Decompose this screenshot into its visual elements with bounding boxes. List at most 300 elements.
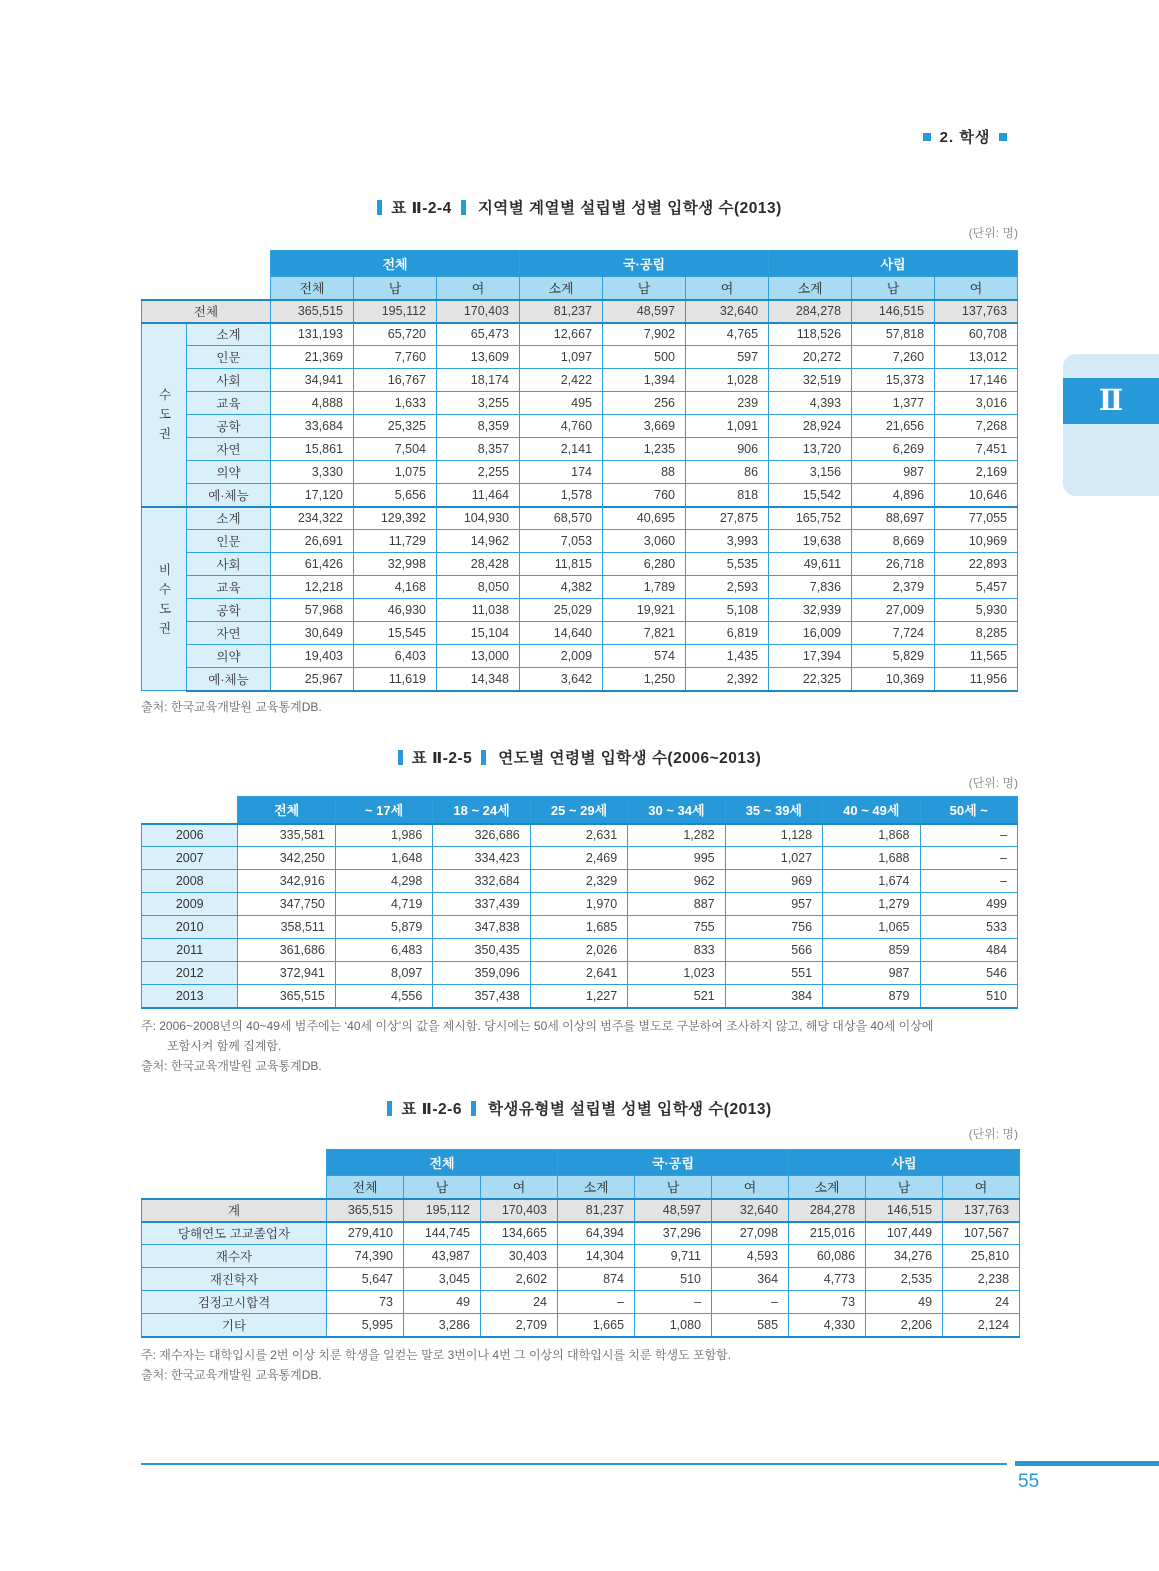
table-cell: 13,609 [437, 346, 520, 369]
table1-title-text: 지역별 계열별 설립별 성별 입학생 수(2013) [477, 200, 782, 217]
table-cell: 8,097 [335, 962, 432, 985]
table-cell: 2,469 [530, 847, 627, 870]
table-row [142, 985, 1018, 1008]
table-cell: 65,473 [437, 323, 520, 346]
row-label: 소계 [187, 507, 271, 530]
table-cell: 9,711 [635, 1245, 712, 1268]
table-cell: 3,286 [404, 1314, 481, 1337]
table-cell: 8,357 [437, 438, 520, 461]
row-label: 인문 [187, 346, 271, 369]
table-row [142, 323, 1018, 346]
table-cell: 1,227 [530, 985, 627, 1008]
table-cell: 12,218 [271, 576, 354, 599]
table-cell: 1,091 [686, 415, 769, 438]
table-cell: 195,112 [354, 300, 437, 323]
table-cell: 14,348 [437, 668, 520, 691]
table-row [142, 847, 1018, 870]
table-cell: 19,638 [769, 530, 852, 553]
table-cell: 1,868 [823, 824, 920, 847]
table-cell: 3,255 [437, 392, 520, 415]
table-cell: 1,250 [603, 668, 686, 691]
sub-header-row [142, 277, 1018, 300]
table-cell: 2,026 [530, 939, 627, 962]
row-label: 사회 [187, 369, 271, 392]
table-cell: 574 [603, 645, 686, 668]
table-cell: 510 [920, 985, 1018, 1008]
table-cell: 144,745 [404, 1222, 481, 1245]
table2-source: 출처: 한국교육개발원 교육통계DB. [141, 1058, 322, 1073]
table-cell: 15,104 [437, 622, 520, 645]
table-cell: 4,719 [335, 893, 432, 916]
table-cell: 7,760 [354, 346, 437, 369]
table-cell: 1,027 [725, 847, 822, 870]
table-cell: 7,821 [603, 622, 686, 645]
table-cell: 30,649 [271, 622, 354, 645]
row-label: 자연 [187, 438, 271, 461]
table-cell: – [920, 824, 1018, 847]
table-cell: 3,016 [935, 392, 1018, 415]
table-cell: 566 [725, 939, 822, 962]
table-cell: 4,593 [712, 1245, 789, 1268]
footer-accent-bar [1015, 1461, 1159, 1466]
table-cell: 28,428 [437, 553, 520, 576]
table-cell: 1,128 [725, 824, 822, 847]
table-cell: 357,438 [433, 985, 530, 1008]
table-cell: 165,752 [769, 507, 852, 530]
column-header: 여 [712, 1176, 789, 1199]
running-head [915, 126, 1015, 147]
column-header: 18 ~ 24세 [433, 797, 530, 824]
table-cell: 1,394 [603, 369, 686, 392]
table-cell: 347,838 [433, 916, 530, 939]
table-cell: 5,656 [354, 484, 437, 507]
table-cell: 81,237 [520, 300, 603, 323]
table-cell: 73 [789, 1291, 866, 1314]
table-cell: 4,773 [789, 1268, 866, 1291]
table-cell: 365,515 [271, 300, 354, 323]
table-cell: 26,691 [271, 530, 354, 553]
table-cell: 500 [603, 346, 686, 369]
total-row [142, 1199, 1020, 1222]
table-row [142, 962, 1018, 985]
table-cell: 32,519 [769, 369, 852, 392]
table-cell: 57,818 [852, 323, 935, 346]
table-cell: 2,124 [943, 1314, 1020, 1337]
total-row [142, 300, 1018, 323]
column-header: 남 [866, 1176, 943, 1199]
row-label: 사회 [187, 553, 271, 576]
table-cell: 585 [712, 1314, 789, 1337]
table-row [142, 1314, 1020, 1337]
region-group-label: 수도권 [142, 323, 187, 507]
table-cell: 30,403 [481, 1245, 558, 1268]
table-cell: 1,023 [628, 962, 725, 985]
table-cell: 239 [686, 392, 769, 415]
header-square-icon [999, 133, 1007, 141]
table2-unit-label: (단위: 명) [968, 776, 1018, 790]
table-row [142, 392, 1018, 415]
page-number: 55 [1018, 1471, 1040, 1492]
column-header: 25 ~ 29세 [530, 797, 627, 824]
table-cell: 104,930 [437, 507, 520, 530]
table3-title-label: 표 Ⅱ-2-6 [401, 1101, 462, 1118]
table-cell: 358,511 [238, 916, 335, 939]
table-cell: 25,967 [271, 668, 354, 691]
table-cell: 365,515 [238, 985, 335, 1008]
table-row [142, 622, 1018, 645]
table-cell: 987 [852, 461, 935, 484]
group-header-row [142, 251, 1018, 277]
table-cell: 3,669 [603, 415, 686, 438]
table-cell: 2,329 [530, 870, 627, 893]
note-line: 주: 재수자는 대학입시를 2번 이상 치룬 학생을 일컫는 말로 3번이나 4번 그 이상의 대학입시를 치룬 학생도 포함함. [141, 1347, 732, 1362]
table-cell: 2,379 [852, 576, 935, 599]
table-cell: 5,995 [327, 1314, 404, 1337]
table-cell: 347,750 [238, 893, 335, 916]
table-cell: 86 [686, 461, 769, 484]
table-cell: 533 [920, 916, 1018, 939]
table-cell: 234,322 [271, 507, 354, 530]
table-cell: 11,815 [520, 553, 603, 576]
table-cell: – [558, 1291, 635, 1314]
table-cell: 170,403 [437, 300, 520, 323]
table-cell: 11,464 [437, 484, 520, 507]
table-cell: 2,255 [437, 461, 520, 484]
column-header: 전체 [238, 797, 335, 824]
table-row [142, 668, 1018, 691]
table-cell: 879 [823, 985, 920, 1008]
table-cell: 7,451 [935, 438, 1018, 461]
row-label: 교육 [187, 392, 271, 415]
table-cell: 2,535 [866, 1268, 943, 1291]
table-cell: 2,709 [481, 1314, 558, 1337]
table-row [142, 893, 1018, 916]
table-row [142, 870, 1018, 893]
column-header: 30 ~ 34세 [628, 797, 725, 824]
table-cell: 334,423 [433, 847, 530, 870]
table-cell: 27,098 [712, 1222, 789, 1245]
table-cell: 73 [327, 1291, 404, 1314]
table-cell: 1,688 [823, 847, 920, 870]
table1-section [141, 199, 1018, 717]
table-row [142, 916, 1018, 939]
table1-source: 출처: 한국교육개발원 교육통계DB. [141, 699, 322, 714]
year-label: 2006 [142, 824, 238, 847]
table-cell: 755 [628, 916, 725, 939]
row-label: 재수자 [142, 1245, 327, 1268]
table-cell: 37,296 [635, 1222, 712, 1245]
column-header: 소계 [769, 277, 852, 300]
table-cell: 49,611 [769, 553, 852, 576]
table-cell: 3,642 [520, 668, 603, 691]
table-cell: 11,729 [354, 530, 437, 553]
row-label: 재진학자 [142, 1268, 327, 1291]
table2-notes [141, 1016, 1018, 1076]
table-cell: 68,570 [520, 507, 603, 530]
table-cell: 64,394 [558, 1222, 635, 1245]
table-cell: 5,535 [686, 553, 769, 576]
table-cell: – [635, 1291, 712, 1314]
table-cell: 6,403 [354, 645, 437, 668]
table-cell: 3,330 [271, 461, 354, 484]
column-group-header: 전체 [271, 251, 520, 277]
table-cell: 499 [920, 893, 1018, 916]
table-cell: 13,720 [769, 438, 852, 461]
table-cell: 4,760 [520, 415, 603, 438]
column-group-header: 국·공립 [520, 251, 769, 277]
column-header: 소계 [558, 1176, 635, 1199]
table-cell: 14,962 [437, 530, 520, 553]
table-row [142, 939, 1018, 962]
table-cell: 364 [712, 1268, 789, 1291]
table-cell: 8,359 [437, 415, 520, 438]
title-marker-icon [461, 200, 466, 215]
table-cell: – [920, 870, 1018, 893]
group-header-row [142, 1150, 1020, 1176]
column-header: 여 [481, 1176, 558, 1199]
table-cell: 372,941 [238, 962, 335, 985]
table-cell: 25,029 [520, 599, 603, 622]
table-cell: 6,483 [335, 939, 432, 962]
row-label: 공학 [187, 599, 271, 622]
row-label: 자연 [187, 622, 271, 645]
footer-rule [141, 1463, 1007, 1465]
table3-title [141, 1100, 1018, 1120]
table-cell: 19,921 [603, 599, 686, 622]
title-marker-icon [481, 750, 486, 765]
table-cell: 16,009 [769, 622, 852, 645]
table-cell: 17,146 [935, 369, 1018, 392]
table-cell: 170,403 [481, 1199, 558, 1222]
year-label: 2011 [142, 939, 238, 962]
table-cell: 887 [628, 893, 725, 916]
table-cell: 2,238 [943, 1268, 1020, 1291]
table-cell: 1,377 [852, 392, 935, 415]
row-label: 예·체능 [187, 484, 271, 507]
table1-unit-label: (단위: 명) [968, 226, 1018, 240]
table-cell: 18,174 [437, 369, 520, 392]
table-cell: 906 [686, 438, 769, 461]
table-cell: 32,640 [686, 300, 769, 323]
table-cell: 7,724 [852, 622, 935, 645]
title-marker-icon [377, 200, 382, 215]
table-cell: 510 [635, 1268, 712, 1291]
table-cell: 46,930 [354, 599, 437, 622]
table-cell: 11,619 [354, 668, 437, 691]
table-cell: 20,272 [769, 346, 852, 369]
table-cell: 3,156 [769, 461, 852, 484]
table-cell: 7,053 [520, 530, 603, 553]
table-cell: 12,667 [520, 323, 603, 346]
table-cell: 32,939 [769, 599, 852, 622]
table2-section [141, 749, 1018, 1076]
table-cell: 4,896 [852, 484, 935, 507]
table-row [142, 507, 1018, 530]
note-line: 주: 2006~2008년의 40~49세 범주에는 ‘40세 이상’의 값을 제시함. 당시에는 50세 이상의 범주를 별도로 구분하여 조사하지 않고, 해당 대상을 40세 이상에 [141, 1018, 934, 1033]
table-cell: 962 [628, 870, 725, 893]
table-cell: – [920, 847, 1018, 870]
table-cell: 2,641 [530, 962, 627, 985]
table-cell: 2,602 [481, 1268, 558, 1291]
table-cell: 1,282 [628, 824, 725, 847]
table-student-type-enrollment [141, 1149, 1020, 1338]
table-cell: 5,829 [852, 645, 935, 668]
table-cell: 118,526 [769, 323, 852, 346]
table-cell: 5,647 [327, 1268, 404, 1291]
table-cell: 5,930 [935, 599, 1018, 622]
table-cell: 21,656 [852, 415, 935, 438]
table-cell: 551 [725, 962, 822, 985]
corner-blank-cell [142, 277, 271, 300]
column-group-header: 국·공립 [558, 1150, 789, 1176]
table-cell: 25,325 [354, 415, 437, 438]
table-cell: 215,016 [789, 1222, 866, 1245]
column-header: 여 [686, 277, 769, 300]
table-cell: 335,581 [238, 824, 335, 847]
table-row [142, 1245, 1020, 1268]
table-cell: 65,720 [354, 323, 437, 346]
table-cell: 21,369 [271, 346, 354, 369]
row-label: 계 [142, 1199, 327, 1222]
table-cell: 3,060 [603, 530, 686, 553]
table-row [142, 415, 1018, 438]
corner-blank-cell [142, 1150, 327, 1176]
table3-notes [141, 1345, 1018, 1385]
table-cell: 57,968 [271, 599, 354, 622]
table-cell: 1,665 [558, 1314, 635, 1337]
table-cell: 34,276 [866, 1245, 943, 1268]
table-cell: 384 [725, 985, 822, 1008]
row-label: 당해연도 고교졸업자 [142, 1222, 327, 1245]
table-cell: 4,298 [335, 870, 432, 893]
table-row [142, 484, 1018, 507]
section-header-text: 2. 학생 [939, 129, 991, 146]
table-cell: 874 [558, 1268, 635, 1291]
table-cell: 137,763 [943, 1199, 1020, 1222]
table-cell: 49 [404, 1291, 481, 1314]
row-label: 예·체능 [187, 668, 271, 691]
column-header: 35 ~ 39세 [725, 797, 822, 824]
corner-blank-cell [142, 797, 238, 824]
table-cell: 27,875 [686, 507, 769, 530]
table1-title [141, 199, 1018, 219]
column-header: 남 [603, 277, 686, 300]
table-cell: 5,457 [935, 576, 1018, 599]
table-row [142, 438, 1018, 461]
table-cell: 24 [481, 1291, 558, 1314]
corner-blank-cell [142, 1176, 327, 1199]
table-cell: 15,545 [354, 622, 437, 645]
row-label: 의약 [187, 461, 271, 484]
column-header: 여 [437, 277, 520, 300]
table-cell: 1,235 [603, 438, 686, 461]
row-label: 소계 [187, 323, 271, 346]
chapter-tab-label: Ⅱ [1063, 378, 1159, 424]
table-cell: 146,515 [866, 1199, 943, 1222]
table-cell: 13,012 [935, 346, 1018, 369]
table-cell: 7,902 [603, 323, 686, 346]
table-cell: 137,763 [935, 300, 1018, 323]
table-cell: 8,669 [852, 530, 935, 553]
table-cell: 546 [920, 962, 1018, 985]
table-regional-enrollment [141, 250, 1018, 692]
table-cell: 17,120 [271, 484, 354, 507]
table-cell: 7,268 [935, 415, 1018, 438]
table-cell: 32,640 [712, 1199, 789, 1222]
table-cell: 17,394 [769, 645, 852, 668]
table3-unit-label: (단위: 명) [968, 1127, 1018, 1141]
column-group-header: 전체 [327, 1150, 558, 1176]
region-group-label: 비수도권 [142, 507, 187, 691]
table-cell: 48,597 [635, 1199, 712, 1222]
table-cell: 1,065 [823, 916, 920, 939]
table3-section [141, 1100, 1018, 1385]
table-cell: 4,330 [789, 1314, 866, 1337]
table-cell: 24 [943, 1291, 1020, 1314]
table-row [142, 645, 1018, 668]
table-cell: 365,515 [327, 1199, 404, 1222]
table-cell: 2,206 [866, 1314, 943, 1337]
table-cell: 77,055 [935, 507, 1018, 530]
year-label: 2007 [142, 847, 238, 870]
table-cell: 88,697 [852, 507, 935, 530]
table-cell: 284,278 [789, 1199, 866, 1222]
table-cell: 34,941 [271, 369, 354, 392]
table-cell: 15,542 [769, 484, 852, 507]
table-cell: 5,879 [335, 916, 432, 939]
table-cell: 1,674 [823, 870, 920, 893]
header-row [142, 797, 1018, 824]
row-label: 교육 [187, 576, 271, 599]
table-cell: 7,836 [769, 576, 852, 599]
table-cell: 60,708 [935, 323, 1018, 346]
table-row [142, 461, 1018, 484]
table-yearly-age-enrollment [141, 796, 1018, 1009]
table-cell: 1,028 [686, 369, 769, 392]
column-header: 소계 [789, 1176, 866, 1199]
row-label: 인문 [187, 530, 271, 553]
table-cell: 7,260 [852, 346, 935, 369]
column-header: 40 ~ 49세 [823, 797, 920, 824]
table-cell: 13,000 [437, 645, 520, 668]
table-row [142, 1222, 1020, 1245]
table-cell: 1,279 [823, 893, 920, 916]
table-cell: 859 [823, 939, 920, 962]
table-cell: 74,390 [327, 1245, 404, 1268]
table-row [142, 369, 1018, 392]
table-cell: 88 [603, 461, 686, 484]
table-cell: 61,426 [271, 553, 354, 576]
table-cell: 284,278 [769, 300, 852, 323]
column-header: 남 [852, 277, 935, 300]
table-cell: 107,567 [943, 1222, 1020, 1245]
column-header: 전체 [271, 277, 354, 300]
table-cell: 19,403 [271, 645, 354, 668]
table-cell: 49 [866, 1291, 943, 1314]
table-cell: 81,237 [558, 1199, 635, 1222]
table-cell: 1,080 [635, 1314, 712, 1337]
table-cell: 15,861 [271, 438, 354, 461]
table-cell: 4,556 [335, 985, 432, 1008]
table-row [142, 1291, 1020, 1314]
title-marker-icon [387, 1101, 392, 1116]
table-cell: 1,685 [530, 916, 627, 939]
table-cell: 969 [725, 870, 822, 893]
table-cell: 484 [920, 939, 1018, 962]
table-cell: 1,633 [354, 392, 437, 415]
table-row [142, 599, 1018, 622]
table-cell: 1,097 [520, 346, 603, 369]
